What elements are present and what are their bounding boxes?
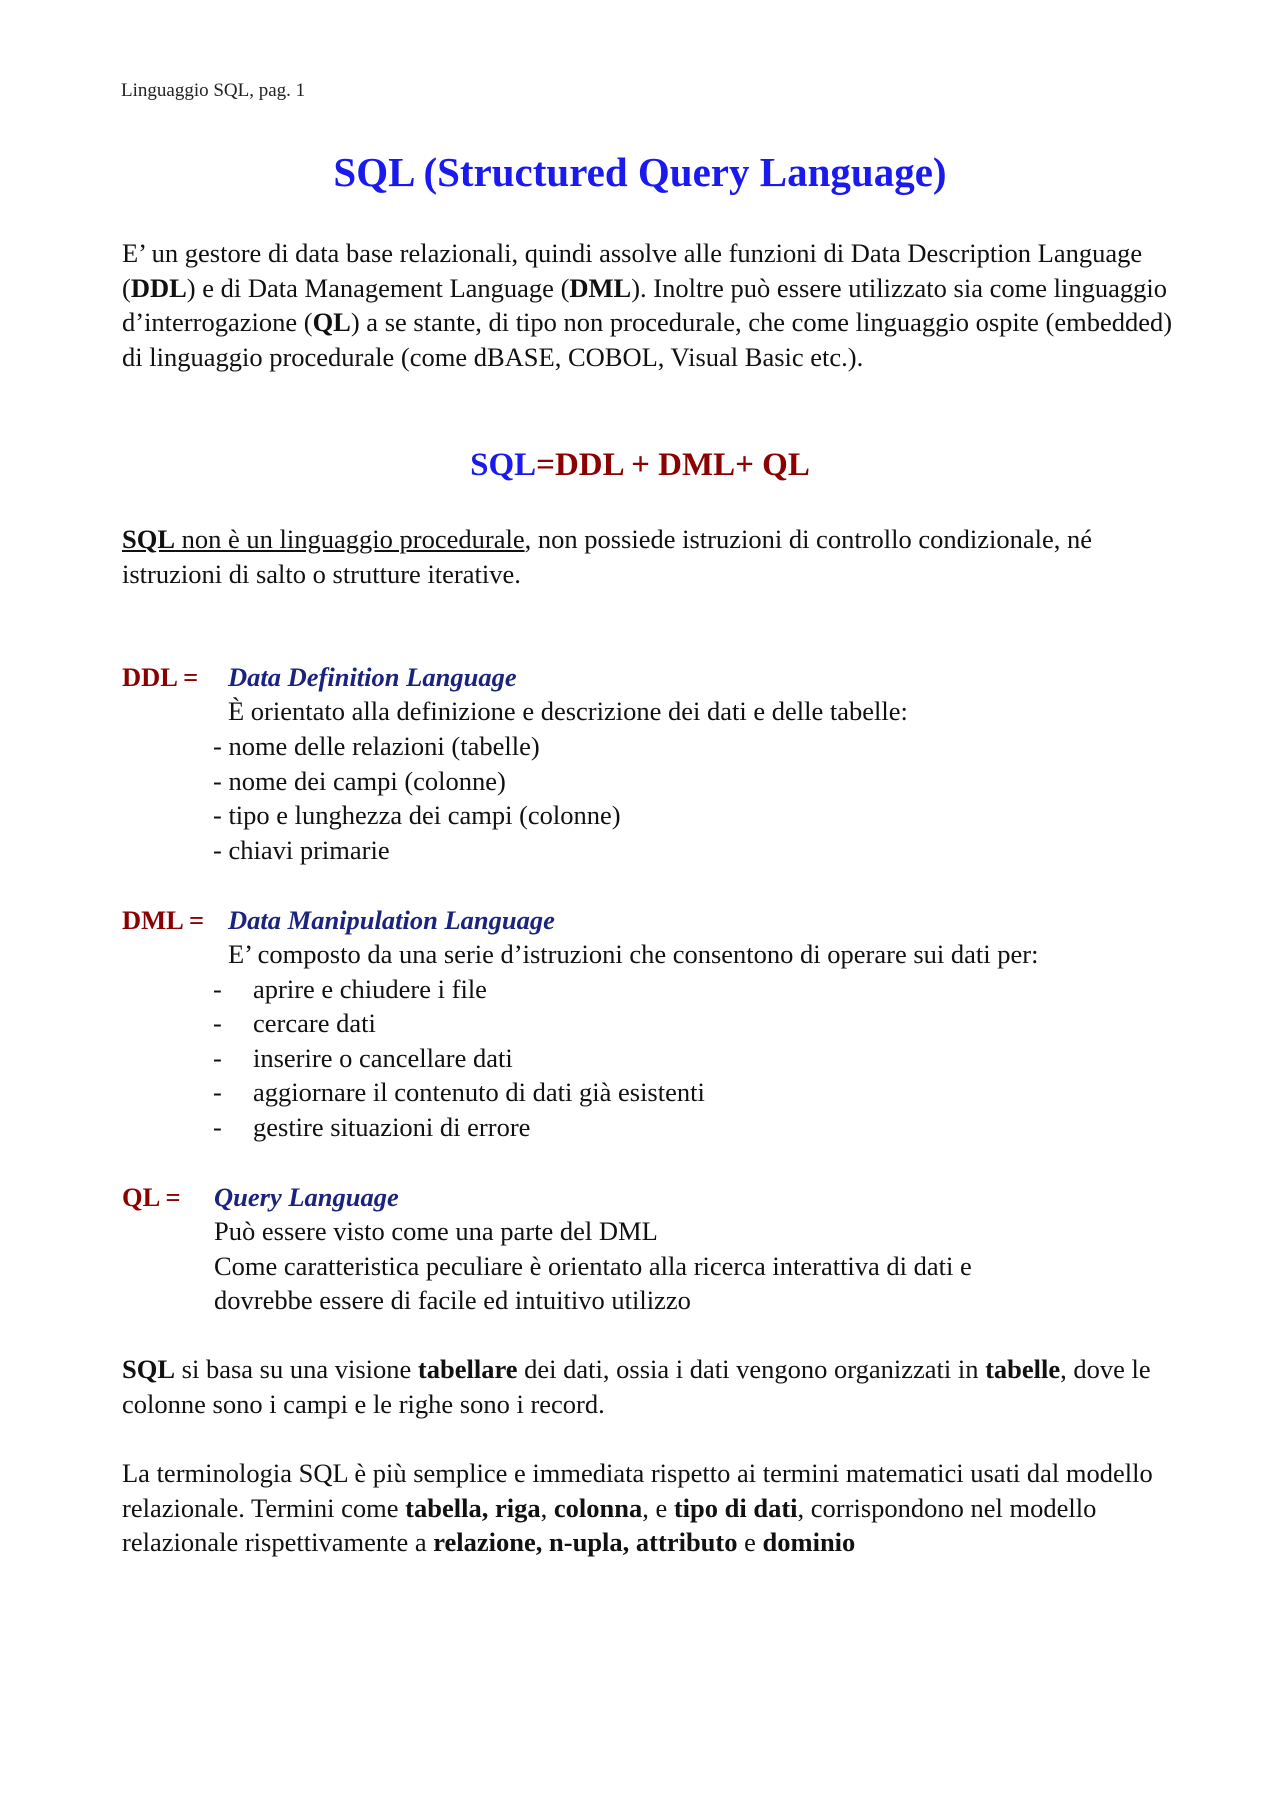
- terms-bold-3: tipo di dati: [673, 1492, 798, 1523]
- tabular-text-3: , dove le colonne sono i campi e le righe sono i record.: [122, 1354, 1151, 1419]
- ddl-item: - chiavi primarie: [213, 835, 390, 865]
- terms-text-2: ,: [540, 1492, 554, 1523]
- procedural-note: [122, 522, 1182, 591]
- tabular-text-2: dei dati, ossia i dati vengono organizzati in: [517, 1354, 986, 1384]
- ddl-item: - tipo e lunghezza dei campi (colonne): [213, 800, 621, 830]
- dml-description: E’ composto da una serie d’istruzioni che consentono di operare sui dati per:: [228, 939, 1039, 969]
- intro-text-2: ) e di Data Management Language (: [186, 272, 570, 303]
- ql-line: dovrebbe essere di facile ed intuitivo utilizzo: [214, 1285, 691, 1315]
- ddl-item: - nome delle relazioni (tabelle): [213, 731, 540, 761]
- intro-ql: QL: [312, 307, 351, 337]
- tabular-bold-1: tabellare: [417, 1354, 518, 1384]
- formula-rest: =DDL + DML+ QL: [536, 447, 810, 483]
- ddl-label: DDL =: [122, 662, 205, 692]
- dml-dash: -: [213, 974, 222, 1004]
- terms-bold-5: attributo: [635, 1527, 738, 1557]
- page-header: Linguaggio SQL, pag. 1: [121, 80, 306, 101]
- tabular-bold-2: tabelle: [985, 1354, 1061, 1384]
- intro-text-1: E’ un gestore di data base relazionali, quindi assolve alle funzioni di Data Description Language (: [122, 238, 1143, 303]
- intro-text-3: ). Inoltre può essere utilizzato sia come linguaggio d’interrogazione (: [122, 272, 1167, 337]
- dml-item: gestire situazioni di errore: [253, 1112, 531, 1142]
- intro-paragraph: [122, 236, 1182, 374]
- dml-item: inserire o cancellare dati: [253, 1043, 513, 1073]
- terms-text-6: e: [737, 1527, 763, 1557]
- note-rest: , non possiede istruzioni di controllo condizionale, né istruzioni di salto o strutture iterative.: [122, 524, 1092, 589]
- dml-dash: -: [213, 1043, 222, 1073]
- dml-label: DML =: [122, 905, 211, 935]
- dml-item: cercare dati: [253, 1008, 376, 1038]
- terms-text-4: , corrispondono nel modello relazionale rispettivamente a: [122, 1492, 1097, 1557]
- document-title: SQL (Structured Query Language): [333, 149, 947, 195]
- terms-bold-1: tabella, riga: [405, 1492, 541, 1523]
- ql-label: QL =: [122, 1182, 188, 1212]
- dml-item: aprire e chiudere i file: [253, 974, 487, 1004]
- terms-text-5: [629, 1527, 636, 1557]
- intro-text-4: ) a se stante, di tipo non procedurale, che come linguaggio ospite (embedded) di linguaggio procedurale (come dBASE, COBOL, Visual Basic etc.).: [122, 307, 1173, 372]
- note-sql: SQL: [122, 524, 176, 554]
- dml-dash: -: [213, 1112, 222, 1142]
- dml-item: aggiornare il contenuto di dati già esistenti: [253, 1077, 705, 1107]
- terms-bold-4: relazione, n-upla,: [433, 1527, 630, 1557]
- intro-ddl: DDL: [130, 272, 187, 303]
- terms-text-3: , e: [642, 1492, 674, 1523]
- dml-dash: -: [213, 1008, 222, 1038]
- terminology-paragraph: [122, 1456, 1182, 1560]
- terms-bold-2: colonna: [553, 1492, 643, 1523]
- dml-name: Data Manipulation Language: [228, 905, 555, 935]
- ddl-name: Data Definition Language: [228, 662, 517, 692]
- tabular-text-1: si basa su una visione: [175, 1354, 418, 1384]
- ddl-item: - nome dei campi (colonne): [213, 766, 506, 796]
- sql-formula: [0, 447, 1280, 484]
- formula-sql: SQL: [470, 447, 537, 483]
- dml-dash: -: [213, 1077, 222, 1107]
- ql-line: Può essere visto come una parte del DML: [214, 1216, 658, 1246]
- terms-text-1: La terminologia SQL è più semplice e immediata rispetto ai termini matematici usati dal modello relazionale. Termini come: [122, 1458, 1153, 1523]
- ql-name: Query Language: [214, 1182, 399, 1212]
- intro-dml: DML: [569, 272, 632, 303]
- ql-line: Come caratteristica peculiare è orientato alla ricerca interattiva di dati e: [214, 1251, 972, 1281]
- note-underlined: non è un linguaggio procedurale: [175, 524, 525, 554]
- tabular-paragraph: [122, 1352, 1182, 1421]
- tabular-sql: SQL: [122, 1354, 176, 1384]
- ddl-description: È orientato alla definizione e descrizione dei dati e delle tabelle:: [228, 696, 908, 726]
- terms-bold-6: dominio: [762, 1527, 856, 1557]
